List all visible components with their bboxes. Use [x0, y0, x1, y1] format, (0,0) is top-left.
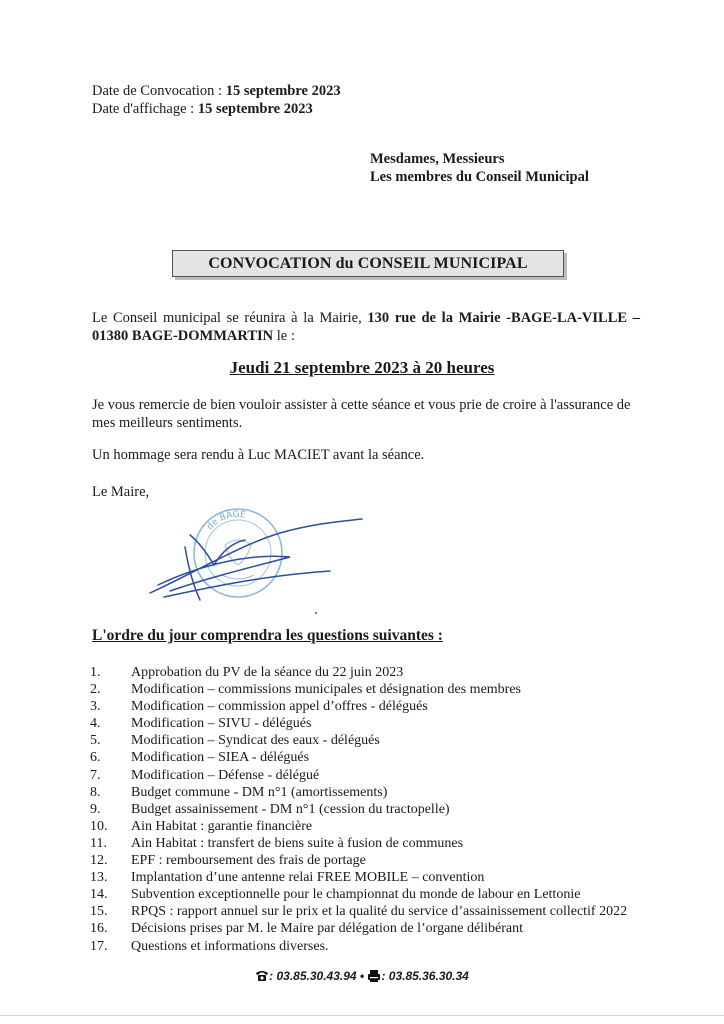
- agenda-item: [90, 818, 627, 835]
- agenda-item-text: Budget commune - DM n°1 (amortissements): [131, 784, 388, 800]
- agenda-item-number: 4.: [90, 716, 101, 732]
- agenda-item-number: 7.: [90, 767, 101, 783]
- agenda-item: [90, 869, 627, 886]
- agenda-item-text: Approbation du PV de la séance du 22 juin 2023: [131, 665, 404, 680]
- signature-strokes: [150, 519, 362, 600]
- agenda-item-text: Décisions prises par M. le Maire par délégation de l’organe délibérant: [131, 921, 523, 937]
- agenda-item: [90, 749, 627, 766]
- agenda-item-text: EPF : remboursement des frais de portage: [131, 853, 366, 869]
- agenda-item: [90, 784, 627, 801]
- agenda-item-text: Modification – commission appel d’offres - délégués: [131, 699, 428, 715]
- agenda-item-number: 10.: [90, 818, 108, 834]
- meeting-address: 130 rue de la Mairie -BAGE-LA-VILLE – 01380 BAGE-DOMMARTIN: [92, 310, 640, 344]
- agenda-item-number: 17.: [90, 938, 108, 954]
- agenda-item-text: Budget assainissement - DM n°1 (cession du tractopelle): [131, 801, 450, 817]
- agenda-item: [90, 681, 627, 698]
- fax-icon: [367, 970, 381, 985]
- closing-signature-line: Le Maire,: [92, 484, 150, 500]
- agenda-item: [90, 801, 627, 818]
- affichage-date-value: 15 septembre 2023: [197, 101, 313, 117]
- agenda-item-text: Modification – Syndicat des eaux - délégués: [131, 733, 380, 749]
- agenda-item-text: Modification – commissions municipales et désignation des membres: [131, 682, 521, 698]
- agenda-item-number: 6.: [90, 750, 101, 766]
- agenda-item-number: 12.: [90, 853, 108, 869]
- agenda-item: [90, 732, 627, 749]
- meeting-date: Jeudi 21 septembre 2023 à 20 heures: [229, 358, 495, 377]
- intro-text-after: le :: [273, 328, 295, 344]
- intro-paragraph: [92, 309, 640, 345]
- agenda-item: [90, 835, 627, 852]
- agenda-item: [90, 886, 627, 903]
- intro-text-before: Le Conseil municipal se réunira à la Mairie,: [92, 310, 368, 326]
- agenda-item-number: 2.: [90, 682, 101, 698]
- convocation-date-value: 15 septembre 2023: [225, 83, 341, 99]
- affichage-date-line: [92, 100, 341, 118]
- agenda-heading: L'ordre du jour comprendra les questions suivantes :: [92, 627, 443, 644]
- recipients-line-1: Mesdames, Messieurs: [370, 151, 505, 167]
- agenda-item: [90, 920, 627, 937]
- municipal-stamp: [194, 508, 282, 597]
- agenda-item-number: 8.: [90, 784, 101, 800]
- convocation-date-label: Date de Convocation :: [92, 83, 226, 99]
- agenda-item-text: Ain Habitat : transfert de biens suite à fusion de communes: [131, 835, 464, 851]
- recipients-line-2: Les membres du Conseil Municipal: [370, 169, 589, 185]
- fax-number: : 03.85.36.30.34: [381, 969, 469, 983]
- agenda-item-number: 13.: [90, 870, 108, 886]
- agenda-item-number: 5.: [90, 733, 101, 749]
- agenda-list: [90, 664, 627, 955]
- agenda-item-text: Ain Habitat : garantie financière: [131, 818, 313, 834]
- document-title: CONVOCATION du CONSEIL MUNICIPAL: [208, 255, 528, 272]
- convocation-date-line: [92, 82, 341, 100]
- agenda-item-number: 15.: [90, 904, 108, 920]
- agenda-item-number: 11.: [90, 835, 107, 851]
- agenda-item: [90, 698, 627, 715]
- agenda-item-text: Questions et informations diverses.: [131, 938, 329, 954]
- phone-icon: [255, 970, 269, 985]
- agenda-item: [90, 715, 627, 732]
- recipients-block: [370, 150, 589, 186]
- affichage-date-label: Date d'affichage :: [92, 101, 198, 117]
- stamp-text: de BÂGE: [205, 509, 247, 533]
- agenda-item-text: Subvention exceptionnelle pour le championnat du monde de labour en Lettonie: [131, 887, 581, 903]
- agenda-item-number: 14.: [90, 887, 108, 903]
- agenda-item-number: 1.: [90, 665, 101, 680]
- agenda-item-number: 3.: [90, 699, 101, 715]
- agenda-item-number: 9.: [90, 801, 101, 817]
- convocation-header: [92, 82, 341, 118]
- agenda-item-number: 16.: [90, 921, 108, 937]
- mayor-signature-stamp: [130, 505, 380, 625]
- agenda-item-text: Modification – SIEA - délégués: [131, 750, 310, 766]
- footer-separator: •: [356, 969, 368, 983]
- tribute-paragraph: Un hommage sera rendu à Luc MACIET avant la séance.: [92, 447, 425, 463]
- title-box: [172, 250, 564, 277]
- phone-number: : 03.85.30.43.94: [269, 969, 357, 983]
- agenda-item-text: Modification – SIVU - délégués: [131, 716, 312, 732]
- thanks-paragraph: Je vous remercie de bien vouloir assister à cette séance et vous prie de croire à l'assurance de mes meilleurs sentiments.: [92, 397, 631, 431]
- footer-contact: [0, 969, 724, 985]
- agenda-item: [90, 938, 627, 955]
- agenda-item: [90, 767, 627, 784]
- page-bottom-divider: [0, 1015, 724, 1016]
- agenda-item: [90, 664, 627, 681]
- agenda-item-text: Implantation d’une antenne relai FREE MOBILE – convention: [131, 870, 485, 886]
- agenda-item: [90, 852, 627, 869]
- agenda-item-text: RPQS : rapport annuel sur le prix et la qualité du service d’assainissement collectif 2022: [131, 904, 628, 920]
- agenda-item: [90, 903, 627, 920]
- agenda-item-text: Modification – Défense - délégué: [131, 767, 320, 783]
